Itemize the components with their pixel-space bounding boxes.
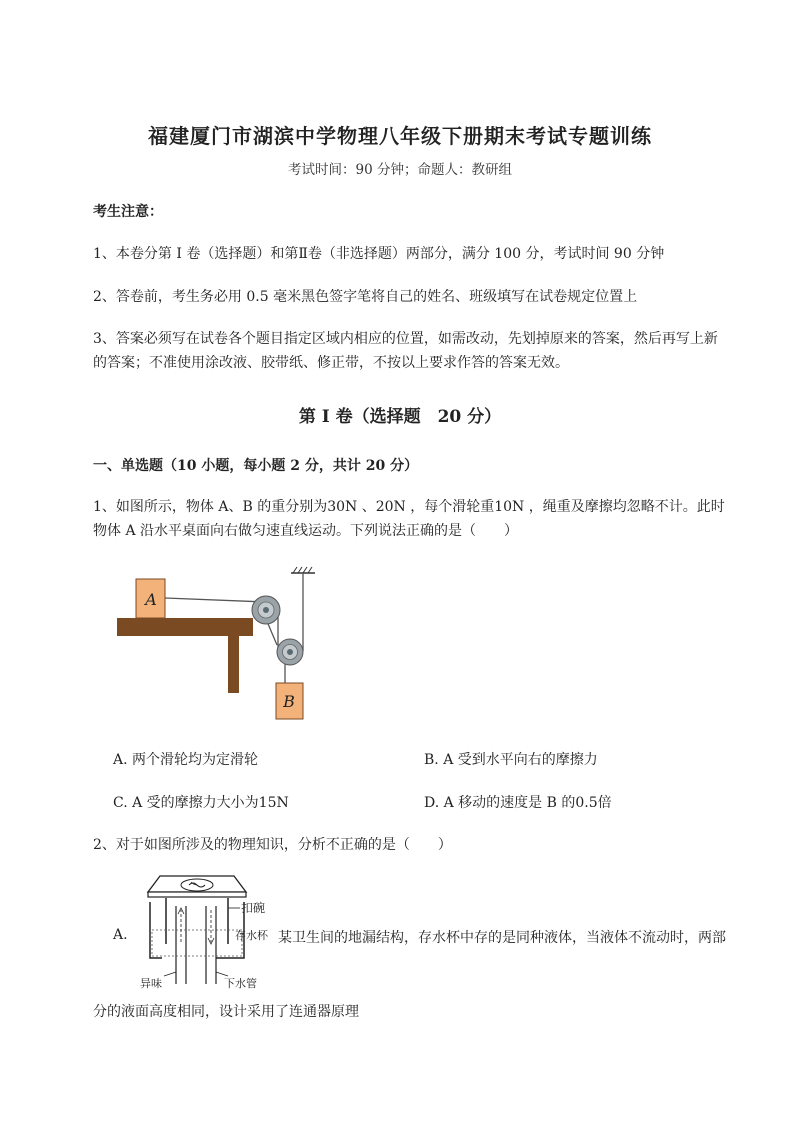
notice-item-3-cont: 的答案；不准使用涂改液、胶带纸、修正带，不按以上要求作答的答案无效。 [93,355,569,371]
floor-drain-figure [136,872,278,992]
ceiling-support [291,567,315,573]
fixed-pulley [252,596,280,624]
block-a-label: A [145,590,157,609]
part-heading: 一、单选题（10 小题，每小题 2 分，共计 20 分） [93,458,419,474]
q2-option-a-text[interactable]: 某卫生间的地漏结构，存水杯中存的是同种液体，当液体不流动时，两部 [278,930,726,946]
q2-option-a-text-cont: 分的液面高度相同，设计采用了连通器原理 [93,1004,359,1020]
drain-grate [148,876,246,897]
q1-stem-line1: 1、如图所示，物体 A、B 的重分别为30N 、20N ，每个滑轮重10N ，绳重及摩擦均忽略不计。此时 [93,499,725,515]
block-b-label: B [283,692,295,711]
q1-option-d[interactable]: D. A 移动的速度是 B 的0.5倍 [424,795,612,811]
section-title: 第 I 卷（选择题 20 分） [298,407,502,427]
label-storage-cup: 存水杯 [235,929,268,942]
q2-option-a-prefix[interactable]: A. [113,927,128,943]
notice-heading: 考生注意： [93,204,163,220]
exam-info: 考试时间：90 分钟；命题人：教研组 [288,162,512,178]
label-odor: 异味 [140,977,162,990]
notice-item-2: 2、答卷前，考生务必用 0.5 毫米黑色签字笔将自己的姓名、班级填写在试卷规定位置上 [93,289,638,305]
notice-item-1: 1、本卷分第 I 卷（选择题）和第Ⅱ卷（非选择题）两部分，满分 100 分，考试时间 90 分钟 [93,246,665,262]
q1-stem-line2: 物体 A 沿水平桌面向右做匀速直线运动。下列说法正确的是（ ） [93,523,519,539]
q1-option-c[interactable]: C. A 受的摩擦力大小为15N [113,795,289,811]
pulley-figure [115,565,325,725]
label-drain-pipe: 下水管 [224,977,257,990]
table-leg [228,636,239,693]
page-title: 福建厦门市湖滨中学物理八年级下册期末考试专题训练 [148,124,652,148]
q1-option-a[interactable]: A. 两个滑轮均为定滑轮 [113,752,259,768]
table-top [117,618,253,636]
q2-stem: 2、对于如图所涉及的物理知识，分析不正确的是（ ） [93,837,452,853]
notice-item-3: 3、答案必须写在试卷各个题目指定区域内相应的位置，如需改动，先划掉原来的答案，然后再写上新 [93,331,718,347]
movable-pulley [277,639,303,665]
q1-option-b[interactable]: B. A 受到水平向右的摩擦力 [424,752,598,768]
label-koubowl: 扣碗 [241,901,266,915]
